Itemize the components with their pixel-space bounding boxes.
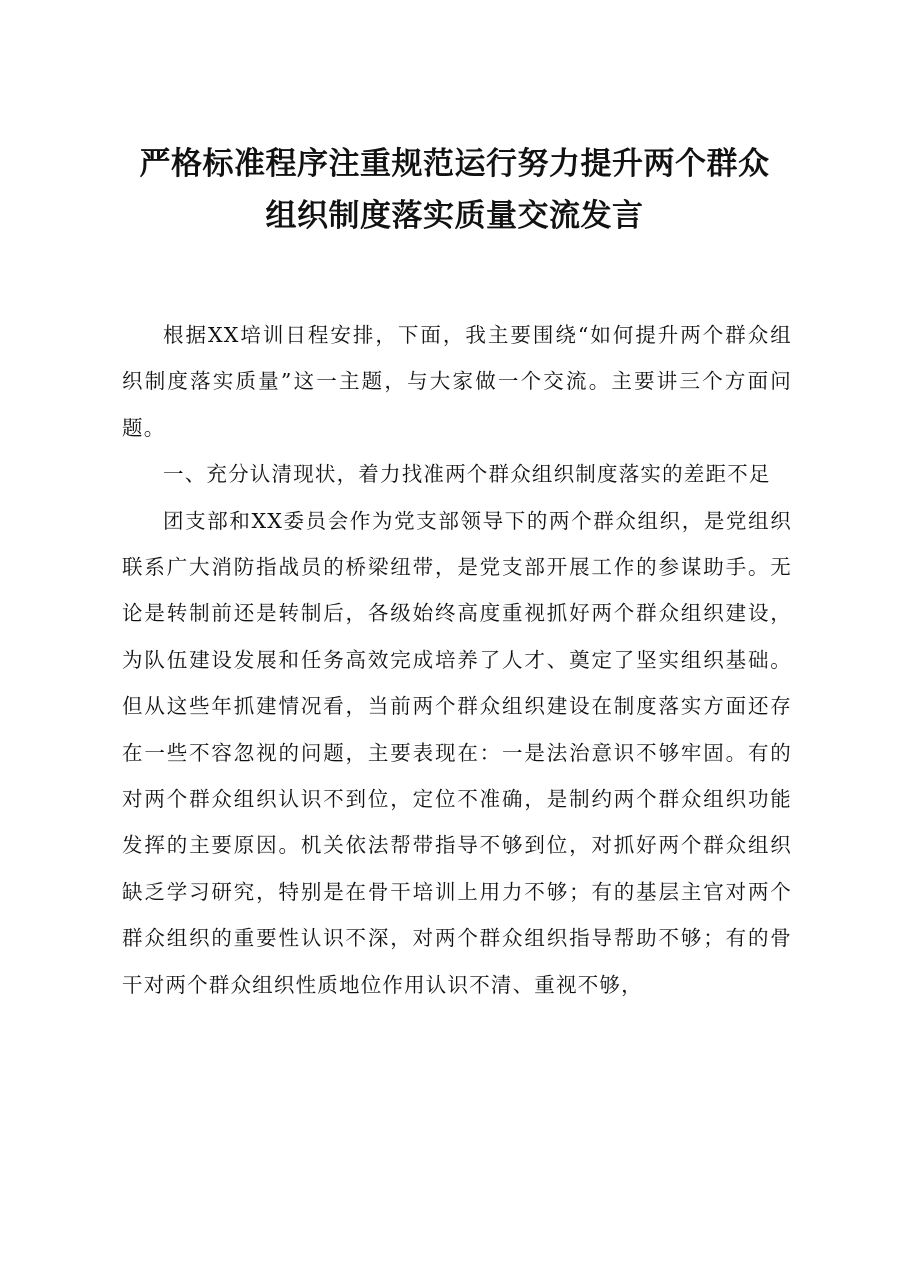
paragraph-intro: 根据XX培训日程安排，下面，我主要围绕“如何提升两个群众组织制度落实质量”这一主题，与大家做一个交流。主要讲三个方面问题。 <box>122 323 792 440</box>
paragraph-status: 团支部和XX委员会作为党支部领导下的两个群众组织，是党组织联系广大消防指战员的桥梁纽带，是党支部开展工作的参谋助手。无论是转制前还是转制后，各级始终高度重视抓好两个群众组织建设，为队伍建设发展和任务高效完成培养了人才、奠定了坚实组织基础。但从这些年抓建情况看，当前两个群众组织建设在制度落实方面还存在一些不容忽视的问题，主要表现在：一是法治意识不够牢固。有的对两个群众组织认识不到位，定位不准确，是制约两个群众组织功能发挥的主要原因。机关依法帮带指导不够到位，对抓好两个群众组织缺乏学习研究，特别是在骨干培训上用力不够；有的基层主官对两个群众组织的重要性认识不深，对两个群众组织指导帮助不够；有的骨干对两个群众组织性质地位作用认识不清、重视不够， <box>122 508 792 997</box>
document-body <box>122 312 792 1008</box>
title-line-2: 组织制度落实质量交流发言 <box>265 198 644 234</box>
document-title <box>100 138 809 242</box>
title-line-1: 严格标准程序注重规范运行努力提升两个群众 <box>139 146 770 182</box>
section-heading-1: 一、充分认清现状，着力找准两个群众组织制度落实的差距不足 <box>163 462 771 487</box>
